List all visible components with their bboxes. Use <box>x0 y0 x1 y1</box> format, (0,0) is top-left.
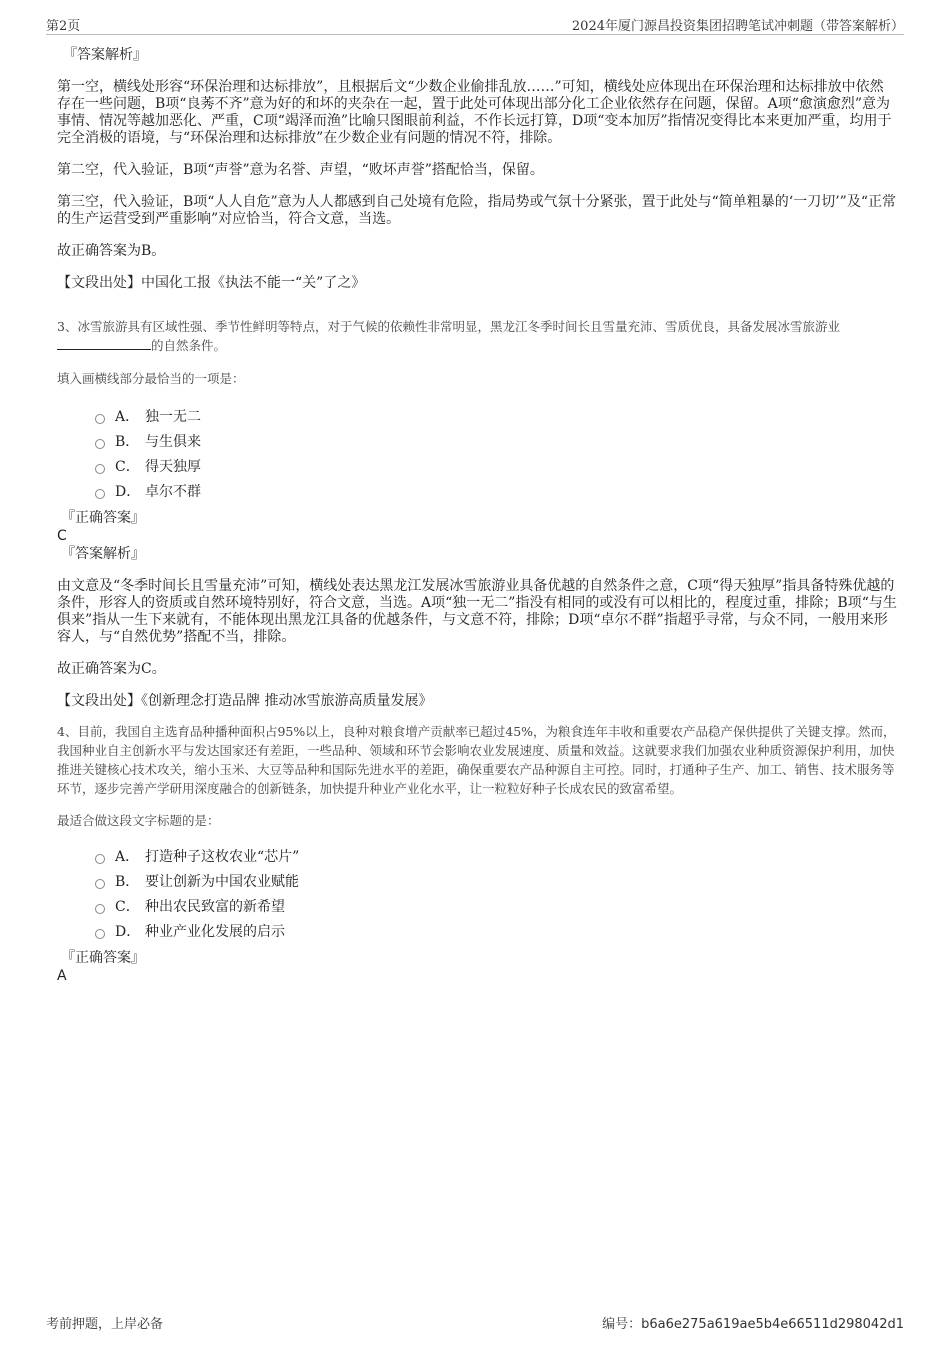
analysis-paragraph: 第三空，代入验证，B项“人人自危”意为人人都感到自己处境有危险，指局势或气氛十分紧张，置于此处与“简单粗暴的‘一刀切’”及“正常的生产运营受到严重影响”对应恰当，符合文意，当选。 <box>57 194 896 227</box>
document-code: 编号：b6a6e275a619ae5b4e66511d298042d1 <box>602 1317 904 1332</box>
question-prompt: 最适合做这段文字标题的是： <box>57 813 220 828</box>
document-title: 2024年厦门源昌投资集团招聘笔试冲刺题（带答案解析） <box>571 19 904 34</box>
option-a[interactable]: A． 独一无二 <box>95 405 897 430</box>
radio-icon[interactable] <box>95 854 105 864</box>
source-citation: 【文段出处】《创新理念打造品牌 推动冰雪旅游高质量发展》 <box>57 693 433 709</box>
option-list <box>95 845 897 945</box>
analysis-paragraph: 由文意及“冬季时间长且雪量充沛”可知，横线处表达黑龙江发展冰雪旅游业具备优越的自然条件之意，C项“得天独厚”指具备特殊优越的条件，形容人的资质或自然环境特别好，符合文意，当选。A项“独一无二”指没有相同的或没有可以相比的，程度过重，排除；B项“与生俱来”指从一生下来就有，不能体现出黑龙江具备的优越条件，与文意不符，排除；D项“卓尔不群”指超乎寻常，与众不同，一般用来形容人，与“自然优势”搭配不当，排除。 <box>57 578 897 645</box>
question-stem: 3、冰雪旅游具有区域性强、季节性鲜明等特点，对于气候的依赖性非常明显，黑龙江冬季时间长且雪量充沛、雪质优良，具备发展冰雪旅游业 的自然条件。 <box>57 319 840 353</box>
radio-icon[interactable] <box>95 489 105 499</box>
analysis-paragraph: 第一空，横线处形容“环保治理和达标排放”，且根据后文“少数企业偷排乱放……”可知，横线处应体现出在环保治理和达标排放中依然存在一些问题，B项“良莠不齐”意为好的和坏的夹杂在一起，置于此处可体现出部分化工企业依然存在问题，保留。A项“愈演愈烈”意为事情、情况等越加恶化、严重，C项“竭泽而渔”比喻只图眼前利益，不作长远打算，D项“变本加厉”指情况变得比本来更加严重，均用于完全消极的语境，与“环保治理和达标排放”在少数企业有问题的情况不符，排除。 <box>57 79 892 146</box>
option-b[interactable]: B． 要让创新为中国农业赋能 <box>95 870 897 895</box>
radio-icon[interactable] <box>95 904 105 914</box>
option-b[interactable]: B． 与生俱来 <box>95 430 897 455</box>
option-c[interactable]: C． 得天独厚 <box>95 455 897 480</box>
option-list <box>95 405 897 505</box>
radio-icon[interactable] <box>95 439 105 449</box>
question-stem: 4、目前，我国自主选育品种播种面积占95%以上，良种对粮食增产贡献率已超过45%，为粮食连年丰收和重要农产品稳产保供提供了关键支撑。然而，我国种业自主创新水平与发达国家还有差距，一些品种、领域和环节会影响农业发展速度、质量和效益。这就要求我们加强农业种质资源保护利用，加快推进关键核心技术攻关，缩小玉米、大豆等品种和国际先进水平的差距，确保重要农产品种源自主可控。同时，打通种子生产、加工、销售、技术服务等环节，逐步完善产学研用深度融合的创新链条，加快提升种业产业化水平，让一粒粒好种子长成农民的致富希望。 <box>57 724 896 796</box>
analysis-label: 『答案解析』 <box>61 546 145 562</box>
radio-icon[interactable] <box>95 879 105 889</box>
footer-slogan: 考前押题，上岸必备 <box>46 1317 164 1332</box>
page-header <box>46 14 904 35</box>
option-d[interactable]: D． 卓尔不群 <box>95 480 897 505</box>
analysis-label: 『答案解析』 <box>63 47 147 63</box>
answer-conclusion: 故正确答案为B。 <box>57 243 166 259</box>
option-a[interactable]: A． 打造种子这枚农业“芯片” <box>95 845 897 870</box>
radio-icon[interactable] <box>95 929 105 939</box>
correct-answer: A <box>57 968 67 984</box>
radio-icon[interactable] <box>95 414 105 424</box>
page-content <box>57 46 897 985</box>
option-d[interactable]: D． 种业产业化发展的启示 <box>95 920 897 945</box>
radio-icon[interactable] <box>95 464 105 474</box>
option-c[interactable]: C． 种出农民致富的新希望 <box>95 895 897 920</box>
question-prompt: 填入画横线部分最恰当的一项是： <box>57 371 245 386</box>
answer-conclusion: 故正确答案为C。 <box>57 661 166 677</box>
correct-answer: C <box>57 528 67 544</box>
source-citation: 【文段出处】中国化工报《执法不能一“关”了之》 <box>57 275 366 291</box>
correct-answer-label: 『正确答案』 <box>61 510 145 526</box>
analysis-paragraph: 第二空，代入验证，B项“声誉”意为名誉、声望，“败坏声誉”搭配恰当，保留。 <box>57 162 544 178</box>
fill-blank <box>57 337 151 350</box>
page-number: 第2页 <box>46 19 81 34</box>
correct-answer-label: 『正确答案』 <box>61 950 145 966</box>
page-footer <box>46 1313 904 1332</box>
